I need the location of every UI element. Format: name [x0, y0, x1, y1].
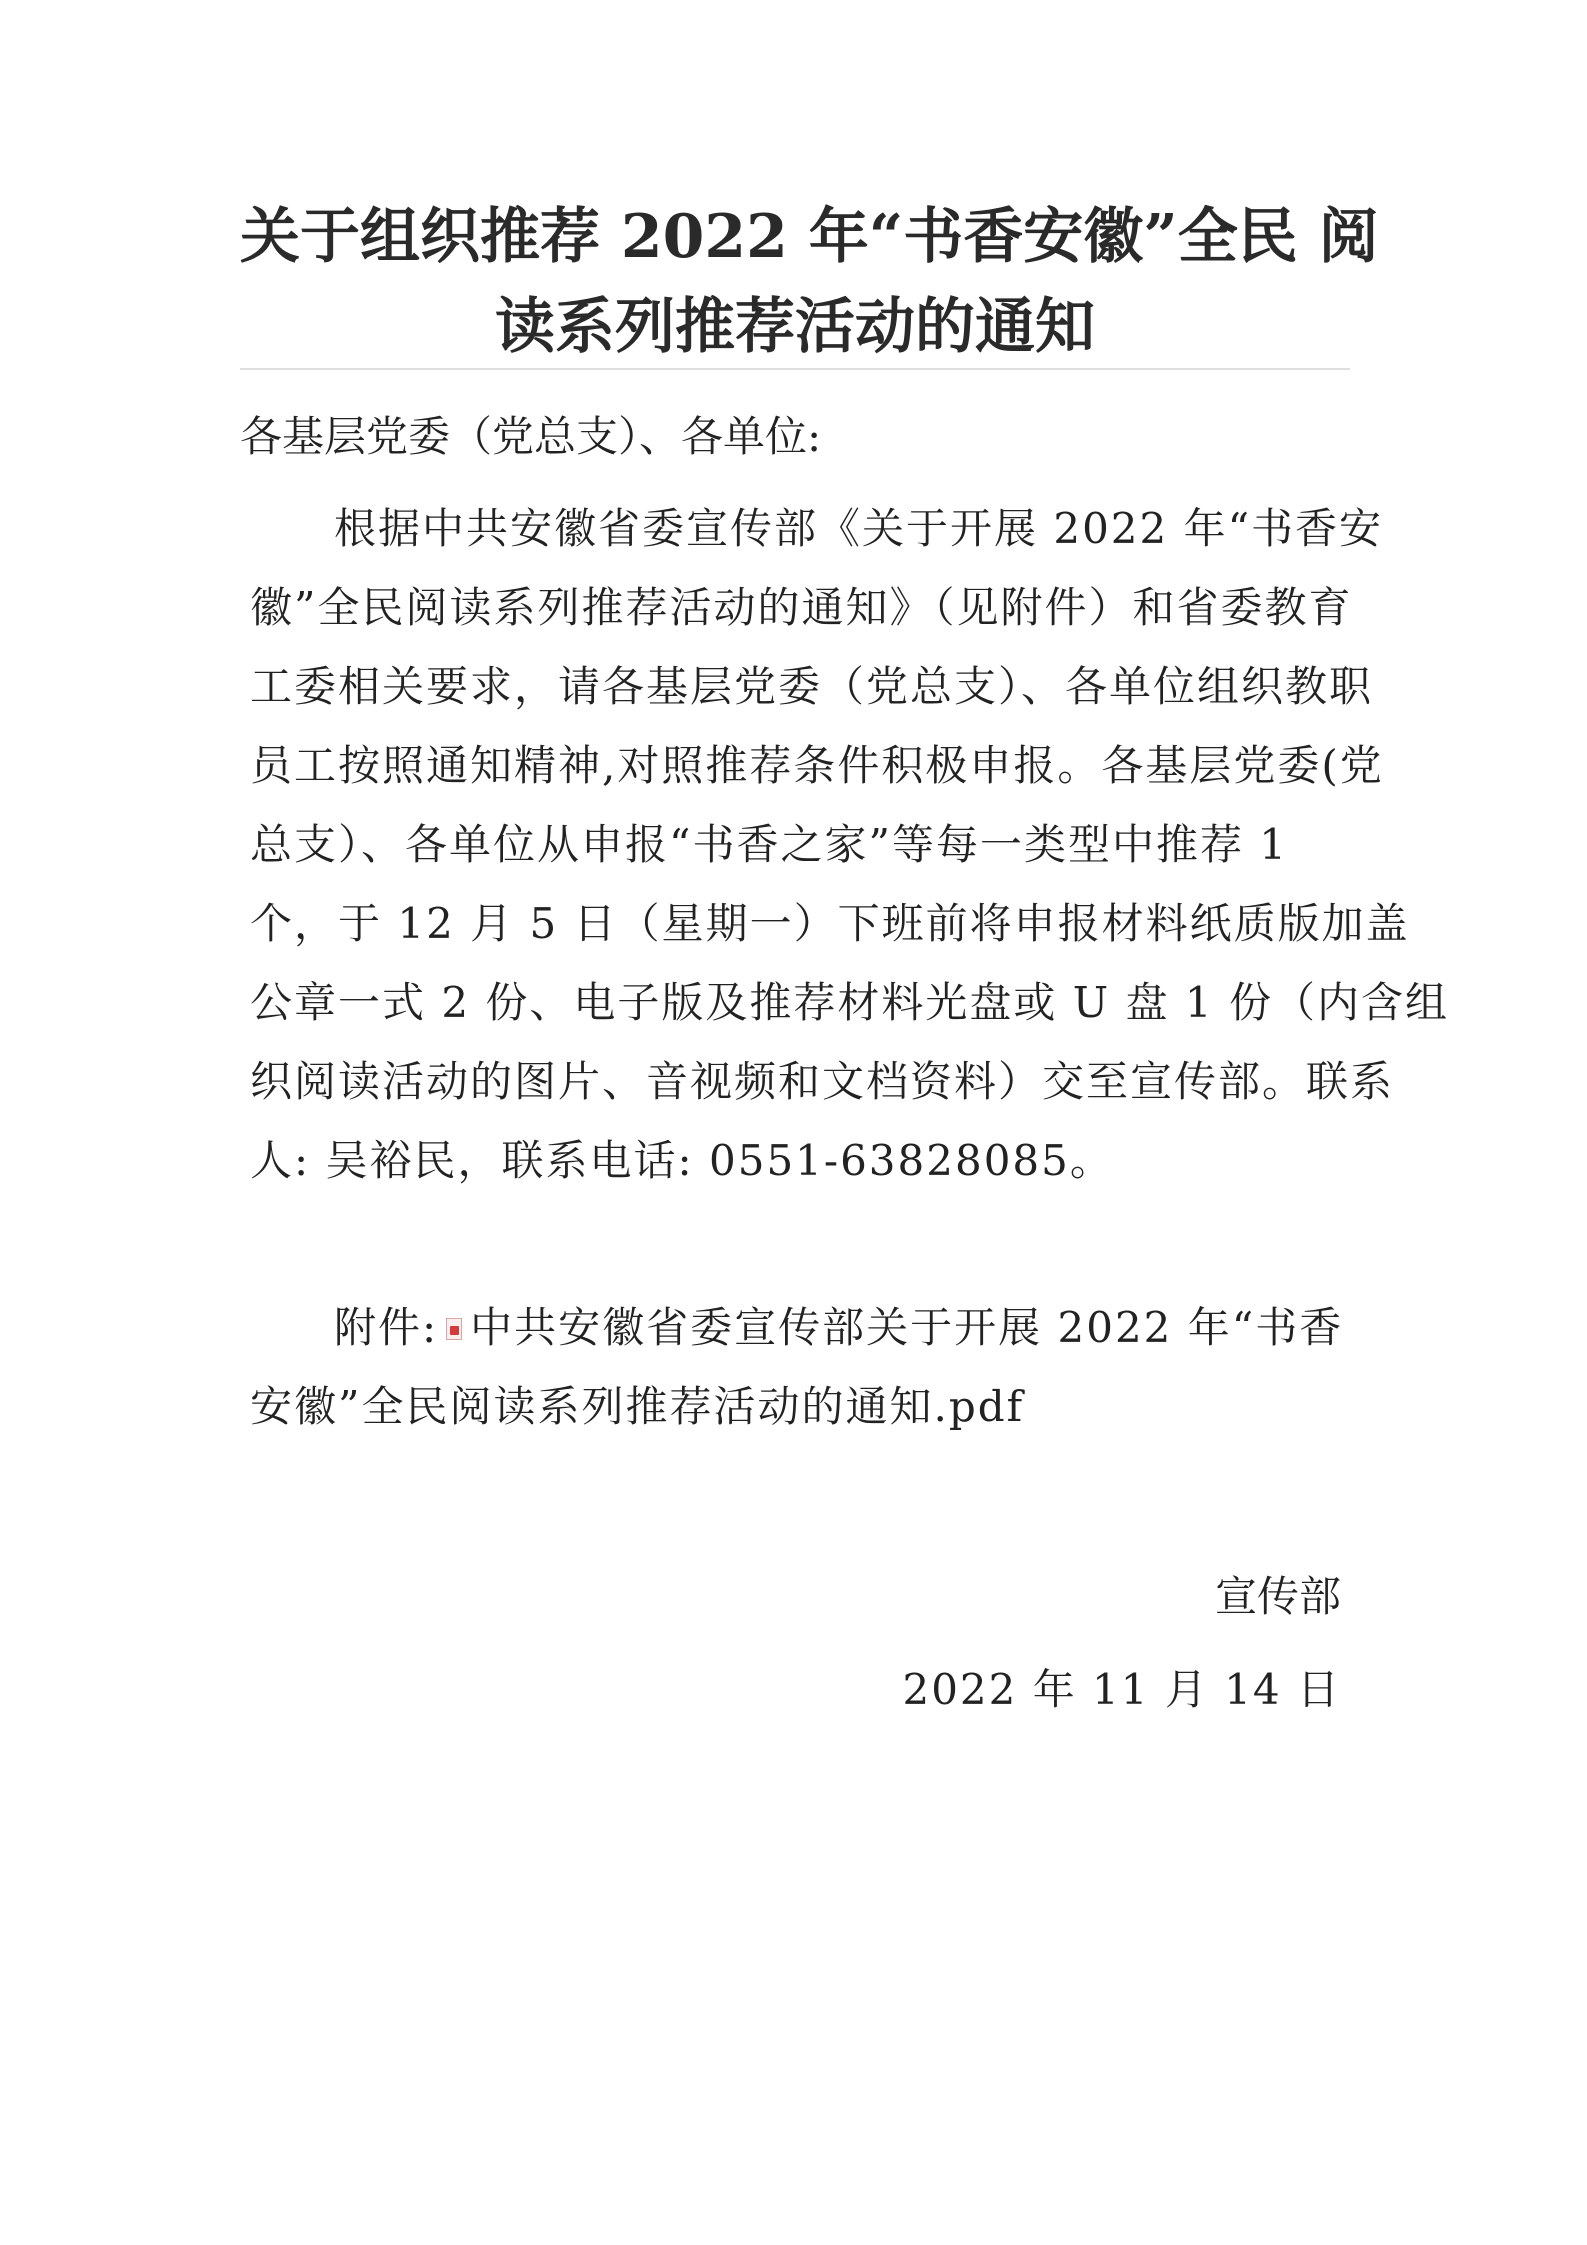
attachment-label: 附件: [334, 1303, 439, 1352]
notice-title-line-2: 读系列推荐活动的通知 [495, 292, 1095, 362]
issue-date: 2022 年 11 月 14 日 [902, 1665, 1341, 1714]
body-line-1: 根据中共安徽省委宣传部《关于开展 2022 年“书香安 [334, 504, 1384, 553]
body-line-5: 总支）、各单位从申报“书香之家”等每一类型中推荐 1 [250, 820, 1289, 869]
notice-title-line-1: 关于组织推荐 2022 年“书香安徽”全民 阅 [240, 202, 1379, 272]
body-line-8: 织阅读活动的图片、音视频和文档资料）交至宣传部。联系 [250, 1057, 1395, 1106]
body-line-9: 人: 吴裕民，联系电话: 0551-63828085。 [250, 1136, 1114, 1185]
body-line-7: 公章一式 2 份、电子版及推荐材料光盘或 U 盘 1 份（内含组 [250, 978, 1449, 1027]
body-line-3: 工委相关要求，请各基层党委（党总支）、各单位组织教职 [250, 662, 1374, 711]
attachment-line-2 [250, 1375, 1024, 1439]
body-line-2: 徽”全民阅读系列推荐活动的通知》（见附件）和省委教育 [250, 583, 1353, 632]
body-line-6: 个，于 12 月 5 日（星期一）下班前将申报材料纸质版加盖 [250, 899, 1410, 948]
title-divider [240, 368, 1350, 370]
signer: 宣传部 [1214, 1572, 1341, 1621]
notice-title [240, 192, 1379, 372]
body-line-4: 员工按照通知精神,对照推荐条件积极申报。各基层党委(党 [250, 741, 1384, 790]
attachment-link-part-1[interactable]: 中共安徽省委宣传部关于开展 2022 年“书香 [470, 1303, 1344, 1352]
attachment-line-1 [334, 1296, 1343, 1360]
pdf-file-icon[interactable] [444, 1318, 464, 1344]
salutation: 各基层党委（党总支）、各单位: [240, 412, 822, 461]
attachment-link-part-2[interactable]: 安徽”全民阅读系列推荐活动的通知.pdf [250, 1382, 1025, 1431]
